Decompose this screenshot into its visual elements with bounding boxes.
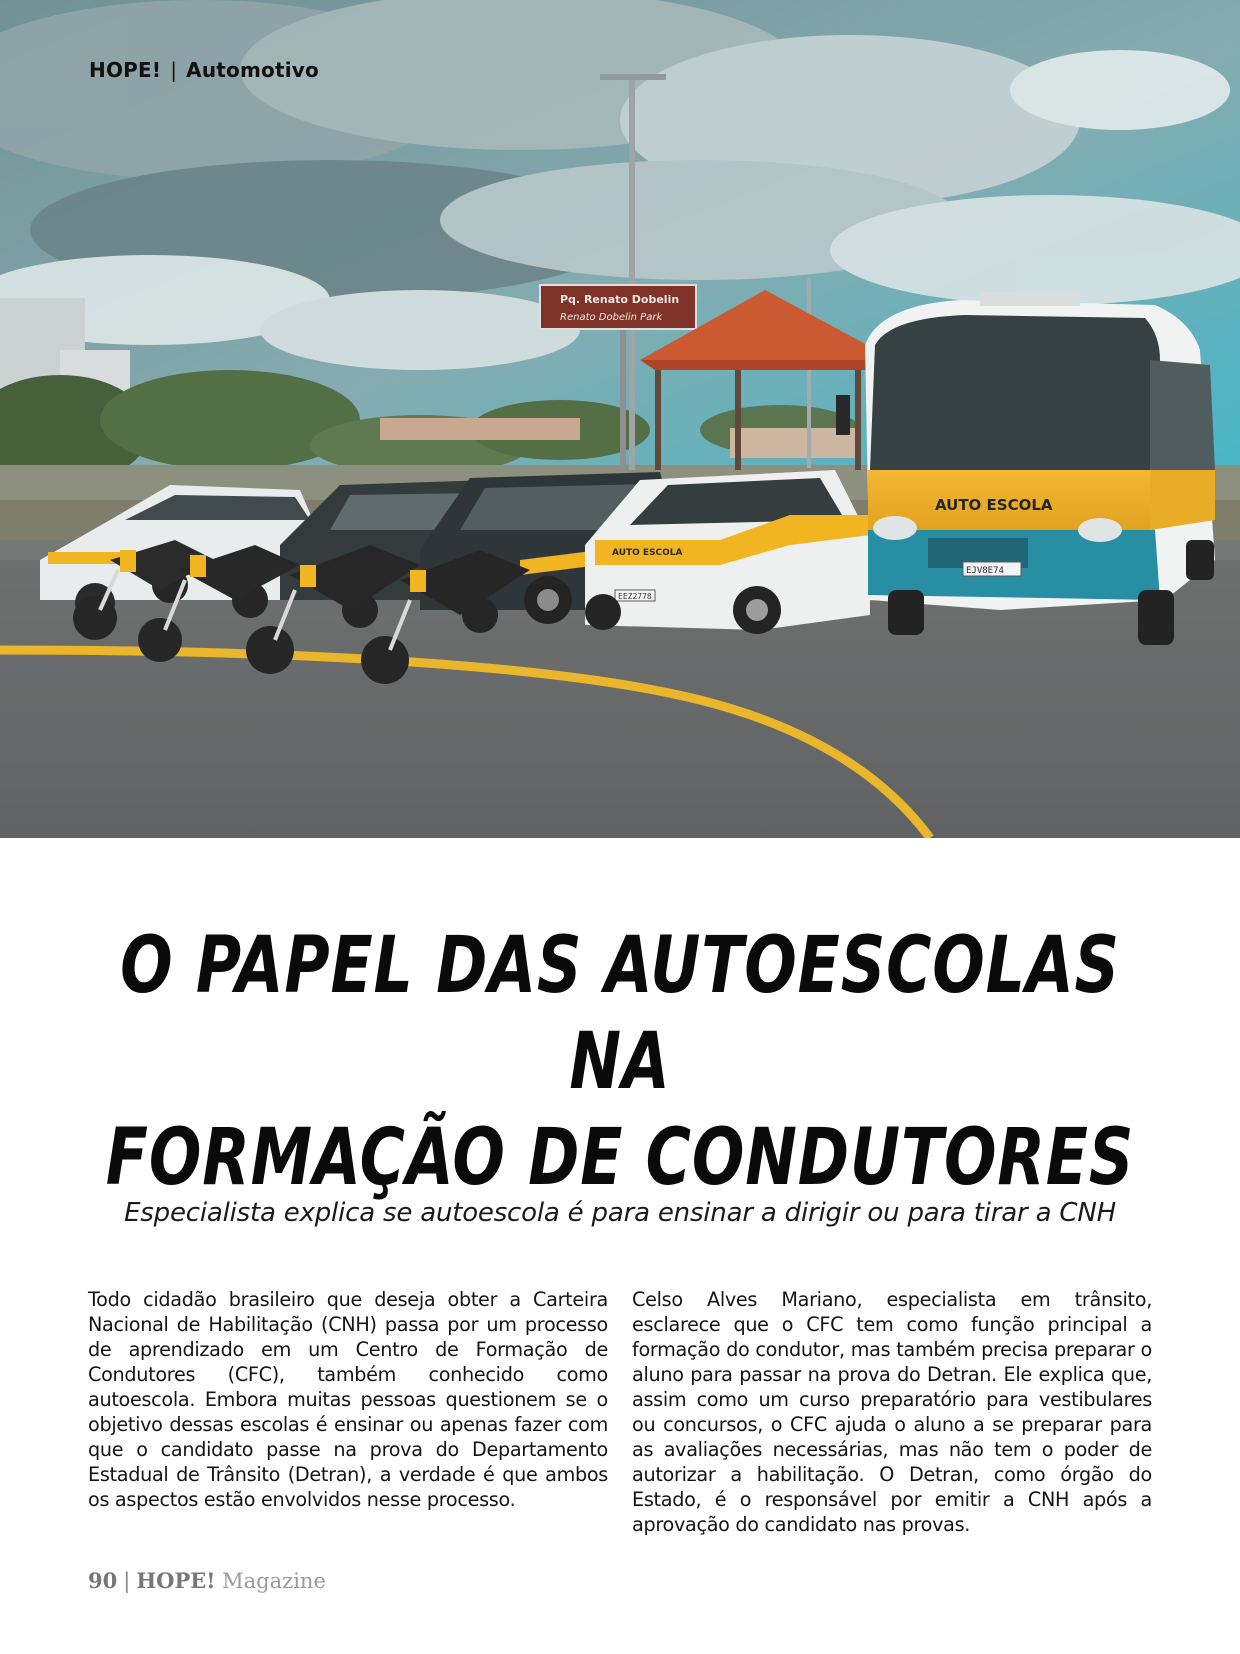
car-plate-text: EEZ2778 bbox=[618, 592, 652, 601]
page-number: 90 bbox=[88, 1568, 118, 1593]
article-title bbox=[74, 918, 1165, 1206]
section-separator: | bbox=[170, 58, 178, 82]
section-brand: HOPE! bbox=[89, 58, 162, 82]
car-autoescola-text: AUTO ESCOLA bbox=[612, 548, 683, 558]
bus-plate-text: EJV8E74 bbox=[966, 566, 1004, 576]
article-column-right: Celso Alves Mariano, especialista em trânsito, esclarece que o CFC tem como função principal a formação do condutor, mas também precisa preparar o aluno para passar na prova do Detran. Ele explica que, assim como um curso preparatório para vestibulares ou concursos, o CFC ajuda o aluno a se preparar para as avaliações necessárias, mas não tem o poder de autorizar a habilitação. O Detran, como órgão do Estado, é o responsável por emitir a CNH após a aprovação do candidato nas provas. bbox=[632, 1288, 1152, 1536]
sign-text-2: Renato Dobelin Park bbox=[560, 312, 663, 323]
footer-separator: | bbox=[123, 1569, 131, 1593]
article-title-line-2: FORMAÇÃO DE CONDUTORES bbox=[105, 1113, 1135, 1203]
article-title-line-1: O PAPEL DAS AUTOESCOLAS NA bbox=[120, 921, 1120, 1107]
sign-text-1: Pq. Renato Dobelin bbox=[560, 293, 680, 306]
footer-magazine: Magazine bbox=[222, 1569, 326, 1593]
section-name: Automotivo bbox=[186, 58, 319, 82]
page-footer bbox=[88, 1568, 326, 1593]
section-tag bbox=[89, 58, 319, 82]
article-column-left: Todo cidadão brasileiro que deseja obter a Carteira Nacional de Habilitação (CNH) passa por um processo de aprendizado em um Centro de Formação de Condutores (CFC), também conhecido como autoescola. Embora muitas pessoas questionem se o objetivo dessas escolas é ensinar ou apenas fazer com que o candidato passe na prova do Departamento Estadual de Trânsito (Detran), a verdade é que ambos os aspectos estão envolvidos nesse processo. bbox=[88, 1288, 608, 1511]
article-subtitle: Especialista explica se autoescola é para ensinar a dirigir ou para tirar a CNH bbox=[124, 1198, 1116, 1228]
bus-autoescola-text: AUTO ESCOLA bbox=[935, 496, 1053, 514]
footer-brand: HOPE! bbox=[136, 1568, 216, 1593]
